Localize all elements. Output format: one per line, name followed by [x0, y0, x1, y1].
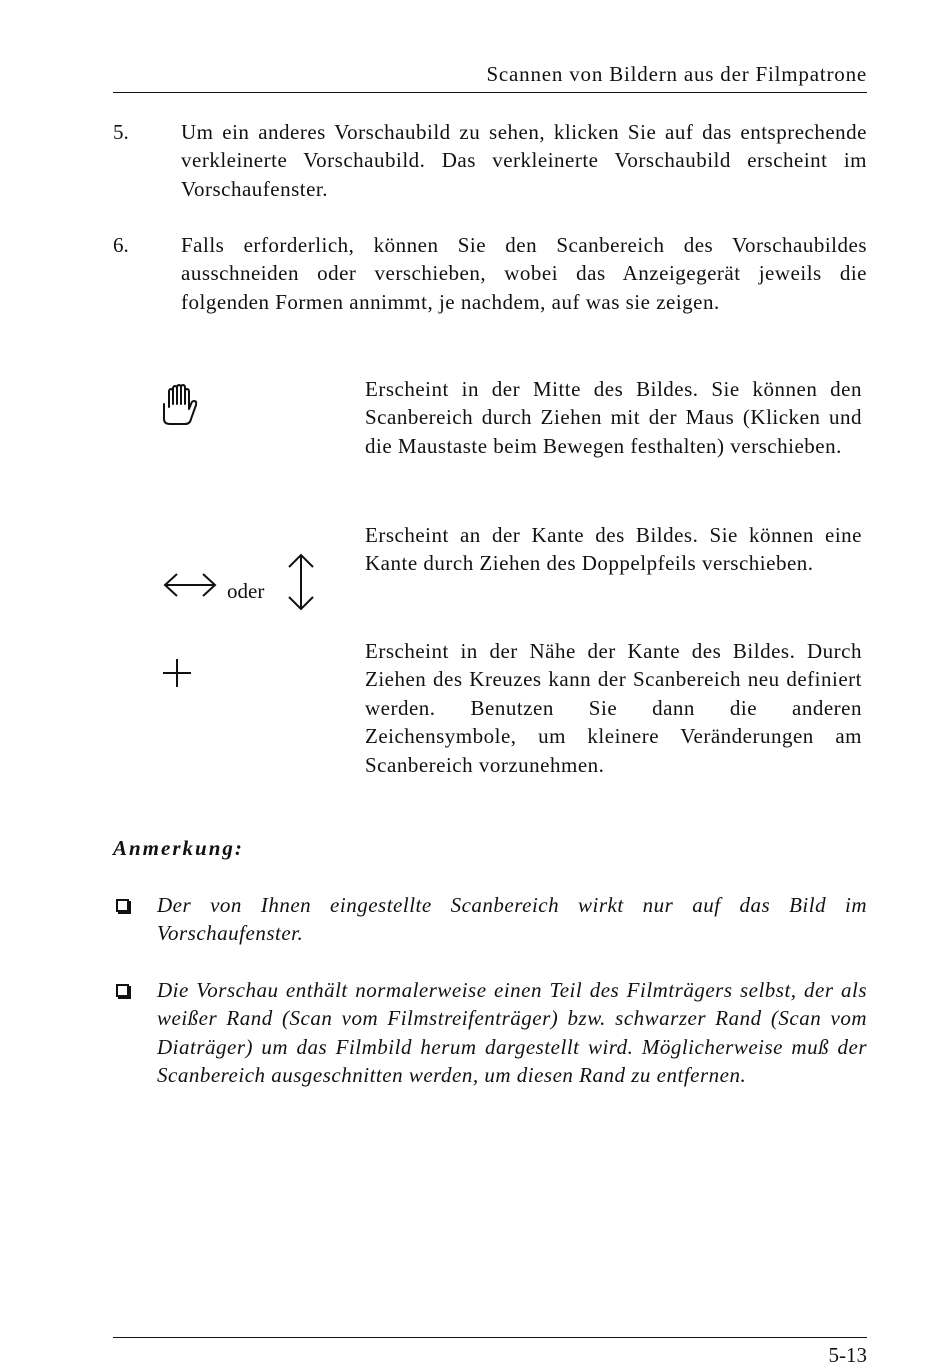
step-5	[113, 118, 867, 203]
header-rule	[113, 92, 867, 93]
crosshair-icon	[161, 657, 193, 689]
checkbox-bullet-icon	[116, 984, 129, 997]
note-item	[113, 891, 867, 948]
hand-icon	[158, 383, 200, 427]
note-heading: Anmerkung:	[113, 836, 244, 860]
checkbox-bullet-icon	[116, 899, 129, 912]
note-text: Der von Ihnen eingestellte Scanbereich wirkt nur auf das Bild im Vorschaufenster.	[157, 893, 867, 946]
hand-cursor-description: Erscheint in der Mitte des Bildes. Sie können den Scanbereich durch Ziehen mit der Maus (Klicken und die Maustaste beim Bewegen festhalten) verschieben.	[365, 377, 862, 458]
page-number: 5-13	[828, 1343, 867, 1367]
step-number: 5.	[113, 120, 129, 144]
step-6	[113, 231, 867, 316]
note-text: Die Vorschau enthält normalerweise einen Teil des Filmträgers selbst, der als weißer Rand (Scan vom Filmstreifenträger) bzw. schwarzer Rand (Scan vom Diaträger) um das Filmbild herum dargestellt wird. Möglicherweise muß der Scanbereich ausgeschnitten werden, um diesen Rand zu entfernen.	[157, 978, 867, 1088]
running-header: Scannen von Bildern aus der Filmpatrone	[486, 62, 867, 86]
step-text: Um ein anderes Vorschaubild zu sehen, klicken Sie auf das entsprechende verkleinerte Vorschaubild. Das verkleinerte Vorschaubild erscheint im Vorschaufenster.	[181, 120, 867, 201]
horizontal-double-arrow-icon	[161, 569, 219, 601]
footer-rule	[113, 1337, 867, 1338]
vertical-double-arrow-icon	[284, 551, 318, 613]
step-number: 6.	[113, 233, 129, 257]
double-arrow-cursor-description: Erscheint an der Kante des Bildes. Sie können eine Kante durch Ziehen des Doppelpfeils verschieben.	[365, 523, 862, 576]
oder-label: oder	[227, 579, 265, 603]
note-item	[113, 976, 867, 1090]
crosshair-cursor-description: Erscheint in der Nähe der Kante des Bildes. Durch Ziehen des Kreuzes kann der Scanbereich neu definiert werden. Benutzen Sie dann die anderen Zeichensymbole, um kleinere Veränderungen am Scanbereich vorzunehmen.	[365, 639, 862, 777]
step-text: Falls erforderlich, können Sie den Scanbereich des Vorschaubildes ausschneiden oder verschieben, wobei das Anzeigegerät jeweils die folgenden Formen annimmt, je nachdem, auf was sie zeigen.	[181, 233, 867, 314]
